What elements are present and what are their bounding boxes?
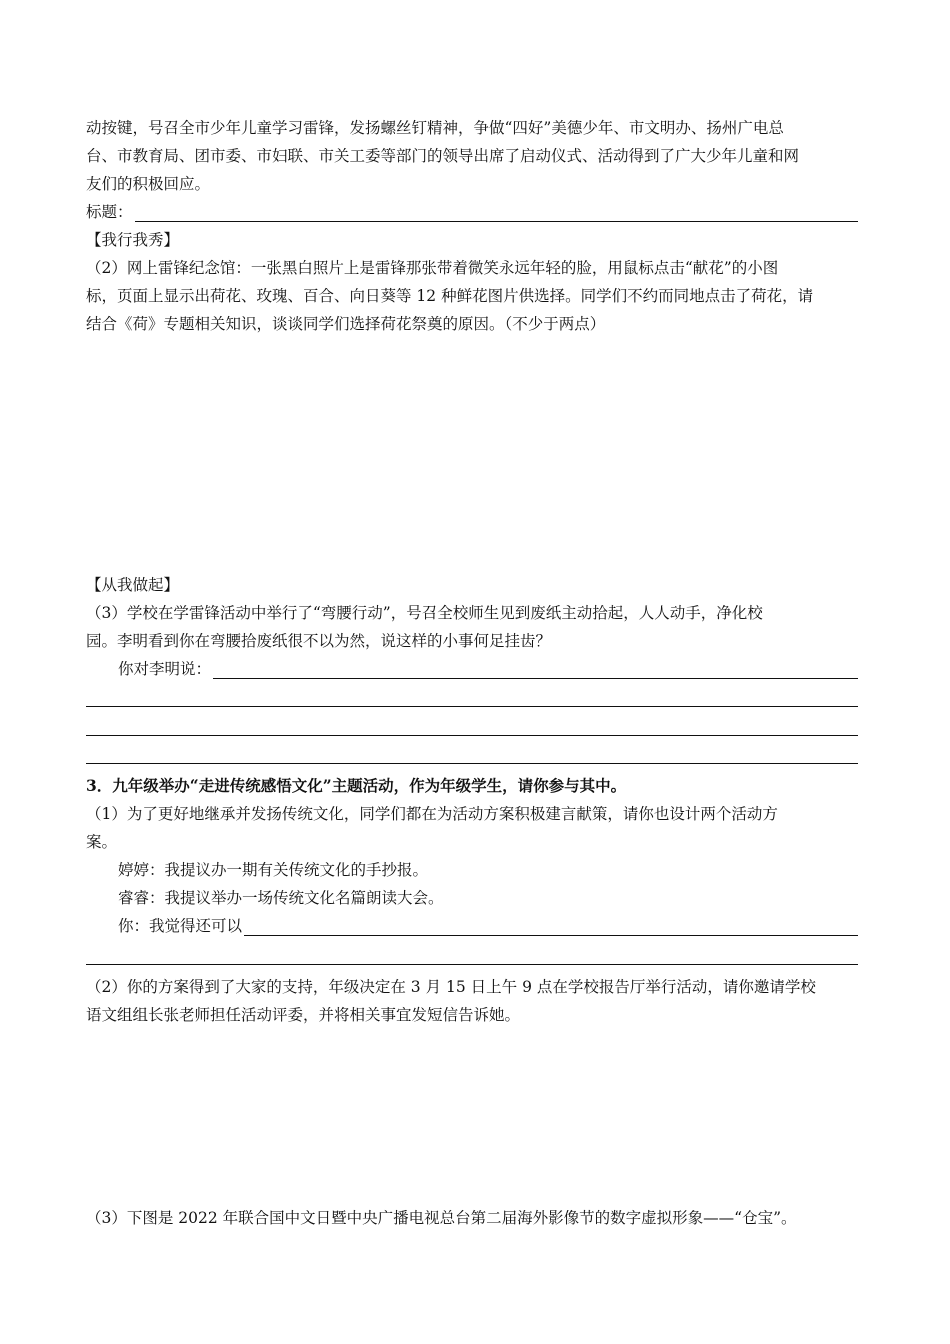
q3-3-line-1: （3）下图是 2022 年联合国中文日暨中央广播电视总台第二届海外影像节的数字虚拟形象——“仓宝”。 [86, 1209, 797, 1227]
tingting-line: 婷婷：我提议办一期有关传统文化的手抄报。 [118, 861, 429, 879]
title-answer-line[interactable] [135, 206, 858, 222]
q3-1-line-2: 案。 [86, 833, 118, 851]
you-answer-line-1[interactable] [244, 920, 858, 936]
q2-line-2: 标，页面上显示出荷花、玫瑰、百合、向日葵等 12 种鲜花图片供选择。同学们不约而同地点击了荷花，请 [86, 287, 814, 305]
q3-line-2: 园。李明看到你在弯腰拾废纸很不以为然，说这样的小事何足挂齿？ [86, 632, 552, 650]
q2-line-1: （2）网上雷锋纪念馆：一张黑白照片上是雷锋那张带着微笑永远年轻的脸，用鼠标点击“献花”的小图 [86, 259, 779, 277]
intro-line-1: 动按键，号召全市少年儿童学习雷锋，发扬螺丝钉精神，争做“四好”美德少年、市文明办、扬州广电总 [86, 119, 784, 137]
answer-line-3[interactable] [86, 735, 858, 736]
title-label: 标题： [86, 203, 133, 221]
q2-line-3: 结合《荷》专题相关知识，谈谈同学们选择荷花祭奠的原因。（不少于两点） [86, 315, 606, 333]
you-answer-line-2[interactable] [86, 964, 858, 965]
title-answer-row [86, 202, 858, 222]
intro-line-3: 友们的积极回应。 [86, 175, 211, 193]
question-3-title: 3．九年级举办“走进传统感悟文化”主题活动，作为年级学生，请你参与其中。 [86, 776, 627, 795]
section-show-heading: 【我行我秀】 [86, 231, 180, 249]
answer-line-1[interactable] [213, 663, 858, 679]
answer-label: 你对李明说： [118, 660, 212, 678]
q3-2-line-1: （2）你的方案得到了大家的支持，年级决定在 3 月 15 日上午 9 点在学校报告厅举行活动，请你邀请学校 [86, 978, 816, 996]
you-answer-row [118, 916, 858, 936]
q3-2-line-2: 语文组组长张老师担任活动评委，并将相关事宜发短信告诉她。 [86, 1006, 521, 1024]
answer-line-2[interactable] [86, 706, 858, 707]
section-do-heading: 【从我做起】 [86, 576, 180, 594]
answer-line-4[interactable] [86, 763, 858, 764]
q3-1-line-1: （1）为了更好地继承并发扬传统文化，同学们都在为活动方案积极建言献策，请你也设计两个活动方 [86, 805, 778, 823]
answer-row [118, 659, 858, 679]
ruirui-line: 睿睿：我提议举办一场传统文化名篇朗读大会。 [118, 889, 444, 907]
intro-line-2: 台、市教育局、团市委、市妇联、市关工委等部门的领导出席了启动仪式、活动得到了广大少年儿童和网 [86, 147, 800, 165]
you-label: 你：我觉得还可以 [118, 917, 243, 935]
q3-line-1: （3）学校在学雷锋活动中举行了“弯腰行动”，号召全校师生见到废纸主动拾起，人人动手，净化校 [86, 604, 763, 622]
